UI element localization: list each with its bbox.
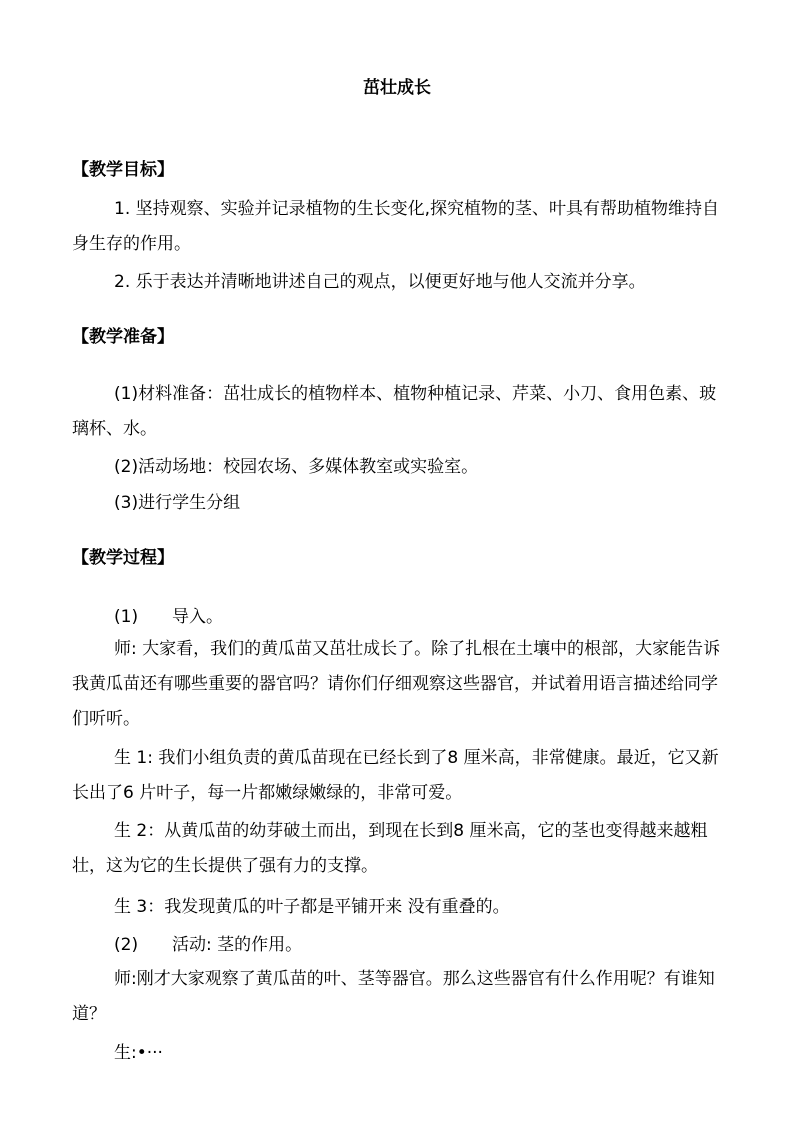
section-heading-process: 【教学过程】 — [72, 548, 174, 568]
preparation-item-3: (3)进行学生分组 — [114, 493, 241, 513]
process-paragraph-student-1: 生 1: 我们小组负责的黄瓜苗现在已经长到了8 厘米高，非常健康。最近，它又新长出了6 片叶子，每一片都嫩绿嫩绿的，非常可爱。 — [72, 748, 719, 803]
process-step-2 — [114, 933, 302, 957]
preparation-item-2: (2)活动场地：校园农场、多媒体教室或实验室。 — [114, 457, 479, 477]
preparation-item-1: (1)材料准备：茁壮成长的植物样本、植物种植记录、芹菜、小刀、食用色素、玻璃杯、水。 — [72, 384, 717, 439]
process-paragraph-student-2: 生 2：从黄瓜苗的幼芽破土而出，到现在长到8 厘米高，它的茎也变得越来越粗壮，这为它的生长提供了强有力的支撑。 — [72, 821, 708, 876]
process-paragraph-student-3: 生 3：我发现黄瓜的叶子都是平铺开来 没有重叠的。 — [114, 897, 510, 917]
process-paragraph-teacher-2: 师:刚才大家观察了黄瓜苗的叶、茎等器官。那么这些器官有什么作用呢？有谁知道？ — [72, 969, 715, 1024]
objective-item-1: 1. 坚持观察、实验并记录植物的生长变化,探究植物的茎、叶具有帮助植物维持自身生存的作用。 — [72, 199, 720, 254]
document-title: 茁壮成长 — [363, 78, 431, 98]
process-paragraph-student-4: 生:•··· — [114, 1043, 163, 1063]
step-number: (1) — [114, 607, 139, 627]
section-heading-objectives: 【教学目标】 — [72, 160, 174, 180]
process-paragraph-teacher-1: 师: 大家看，我们的黄瓜苗又茁壮成长了。除了扎根在土壤中的根部，大家能告诉我黄瓜苗还有哪些重要的器官吗？请你们仔细观察这些器官，并试着用语言描述给同学们听听。 — [72, 639, 721, 729]
objective-item-2: 2. 乐于表达并清晰地讲述自己的观点，以便更好地与他人交流并分享。 — [114, 272, 646, 292]
process-step-1 — [114, 605, 223, 629]
step-text: 活动: 茎的作用。 — [172, 935, 303, 955]
step-text: 导入。 — [172, 607, 223, 627]
step-number: (2) — [114, 935, 139, 955]
section-heading-preparation: 【教学准备】 — [72, 327, 174, 347]
